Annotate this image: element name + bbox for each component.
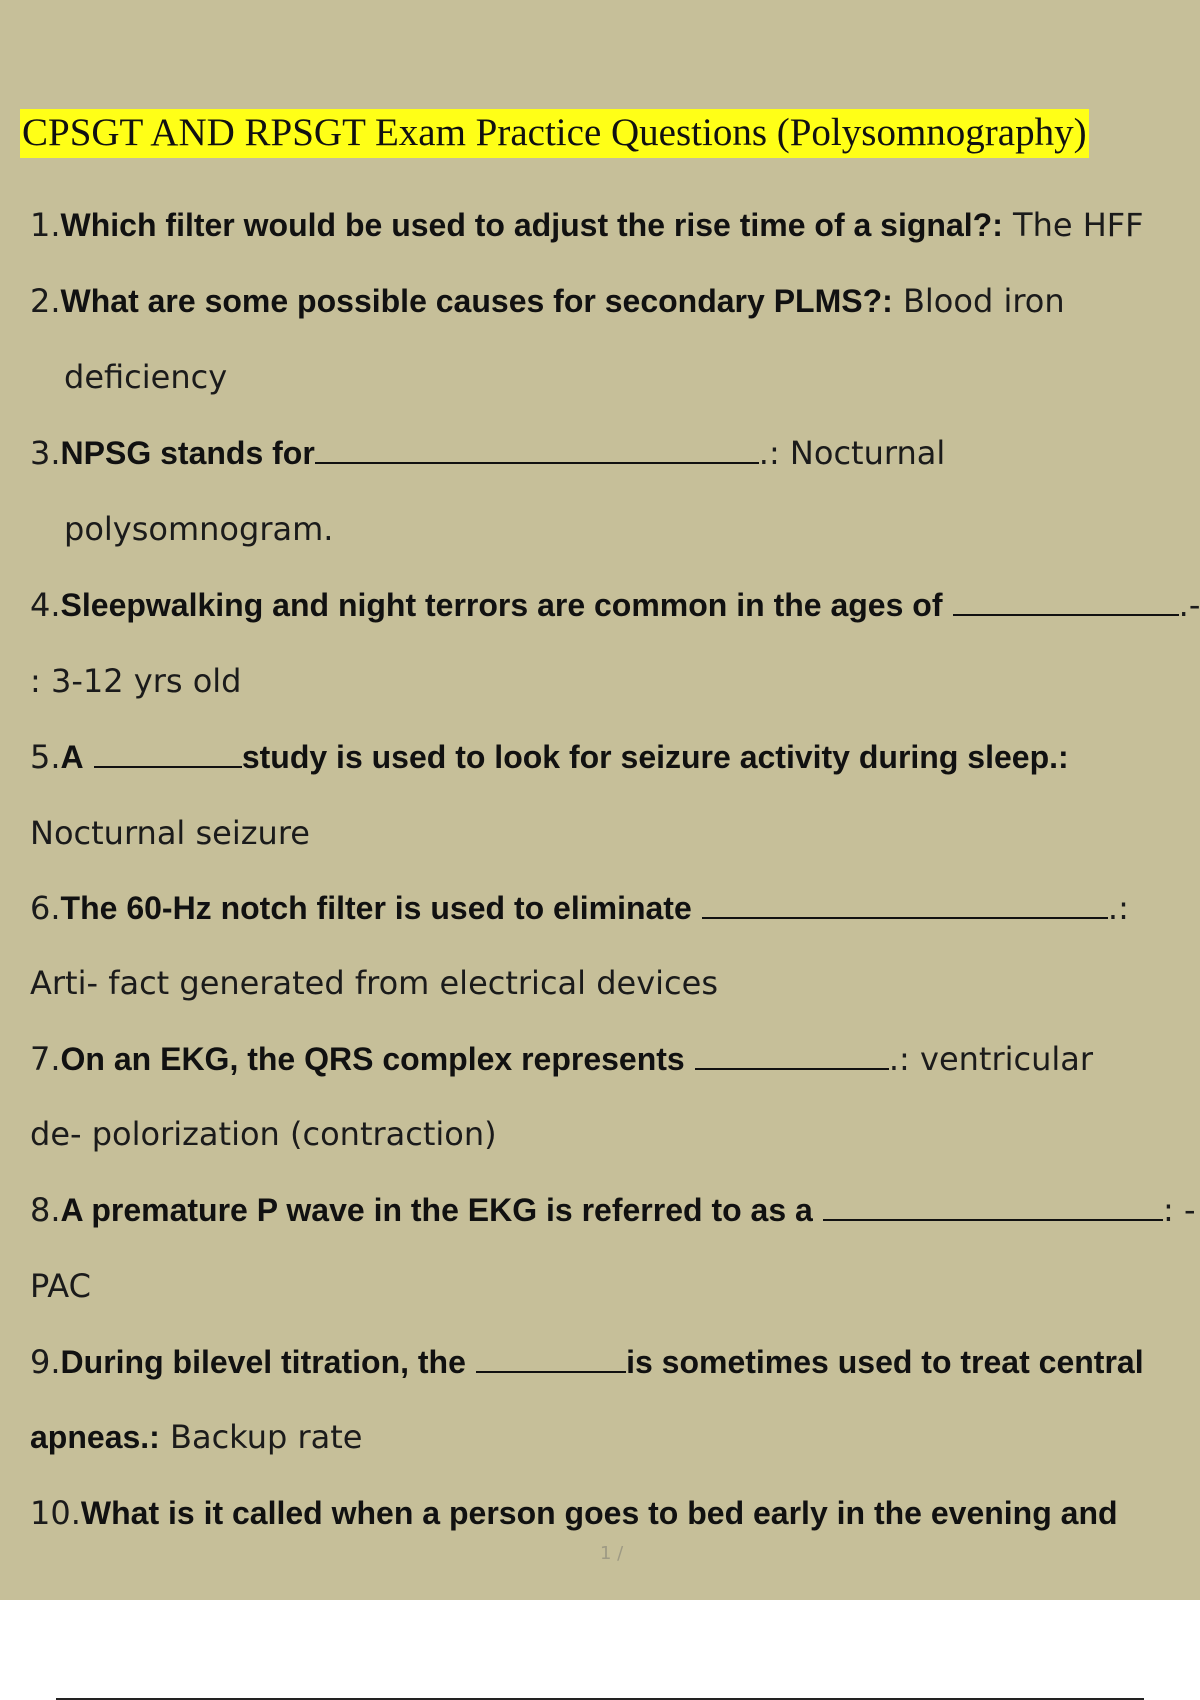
page-number: 1 / xyxy=(600,1543,624,1564)
question-6 xyxy=(30,888,1129,928)
answer-text: Backup rate xyxy=(170,1418,363,1456)
answer-blank xyxy=(695,1044,889,1070)
question-10 xyxy=(30,1493,1118,1533)
question-number: 1. xyxy=(30,206,61,244)
question-text: What is it called when a person goes to bed early in the evening and xyxy=(80,1495,1118,1531)
question-number: 4. xyxy=(30,586,61,624)
question-text: On an EKG, the QRS complex represents xyxy=(60,1041,685,1077)
question-3 xyxy=(30,433,945,473)
question-punctuation: .: xyxy=(888,1040,910,1078)
question-number: 7. xyxy=(30,1040,61,1078)
question-punctuation: .- xyxy=(1178,586,1200,624)
answer-blank xyxy=(94,742,242,768)
answer-text: The HFF xyxy=(1013,206,1144,244)
question-number: 3. xyxy=(30,434,61,472)
answer-text: Nocturnal xyxy=(789,434,946,472)
answer-text: PAC xyxy=(30,1267,91,1305)
question-2 xyxy=(30,281,1065,321)
answer-text: deficiency xyxy=(64,358,228,396)
question-text: During bilevel titration, the xyxy=(60,1344,466,1380)
answer-continuation xyxy=(30,813,310,853)
question-text: NPSG stands for xyxy=(60,435,315,471)
question-9 xyxy=(30,1342,1144,1382)
question-7 xyxy=(30,1039,1093,1079)
question-punctuation: : - xyxy=(1162,1191,1196,1229)
question-4 xyxy=(30,585,1200,625)
question-number: 6. xyxy=(30,889,61,927)
answer-text: Arti- fact generated from electrical devices xyxy=(30,964,718,1002)
question-text: What are some possible causes for secondary PLMS?: xyxy=(60,283,893,319)
answer-continuation xyxy=(30,1417,362,1457)
answer-blank xyxy=(476,1347,626,1373)
question-number: 10. xyxy=(30,1494,81,1532)
question-number: 8. xyxy=(30,1191,61,1229)
question-text: study is used to look for seizure activity during sleep.: xyxy=(241,739,1069,775)
answer-text: ventricular xyxy=(920,1040,1094,1078)
document-title: CPSGT AND RPSGT Exam Practice Questions (Polysomnography) xyxy=(20,109,1089,158)
answer-continuation xyxy=(64,509,333,549)
answer-blank xyxy=(953,590,1179,616)
answer-blank xyxy=(702,893,1108,919)
answer-text: Nocturnal seizure xyxy=(30,814,310,852)
question-text: The 60-Hz notch filter is used to eliminate xyxy=(60,890,692,926)
question-number: 9. xyxy=(30,1343,61,1381)
question-number: 2. xyxy=(30,282,61,320)
question-text: A premature P wave in the EKG is referred to as a xyxy=(60,1192,813,1228)
answer-continuation xyxy=(30,1114,497,1154)
question-text: A xyxy=(60,739,84,775)
question-5 xyxy=(30,737,1069,777)
answer-text: polysomnogram. xyxy=(64,510,334,548)
answer-text: Blood iron xyxy=(902,282,1065,320)
question-number: 5. xyxy=(30,738,61,776)
question-8 xyxy=(30,1190,1195,1230)
answer-continuation xyxy=(64,357,227,397)
question-text: is sometimes used to treat central xyxy=(626,1344,1144,1380)
answer-continuation xyxy=(30,963,718,1003)
question-punctuation: .: xyxy=(1107,889,1129,927)
answer-blank xyxy=(315,438,759,464)
question-text: Which filter would be used to adjust the rise time of a signal?: xyxy=(60,207,1003,243)
question-punctuation: .: xyxy=(758,434,780,472)
answer-text: : 3-12 yrs old xyxy=(30,662,242,700)
question-text: Sleepwalking and night terrors are common in the ages of xyxy=(60,587,943,623)
answer-text: de- polorization (contraction) xyxy=(30,1115,497,1153)
question-text: apneas.: xyxy=(30,1419,160,1455)
question-1 xyxy=(30,205,1144,245)
answer-continuation xyxy=(30,1266,91,1306)
answer-blank xyxy=(823,1195,1163,1221)
title-block xyxy=(20,112,1089,155)
answer-continuation xyxy=(30,661,241,701)
